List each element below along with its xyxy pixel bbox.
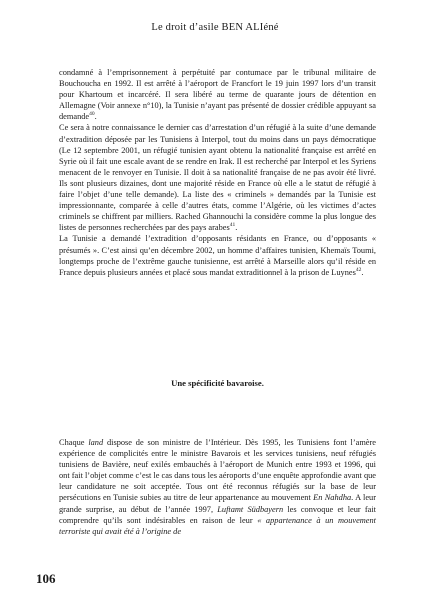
paragraph-1-text: condamné à l’emprisonnement à perpétuité par contumace par le tribunal militaire de Bouchoucha en 1992. Il est arrêté à l’aéroport de Francfort le 19 juin 1997 lors d’un transit pour Khartoum et incarcéré. Il sera libéré au terme de quarante jours de détention en Allemagne (Voir annexe n°10), la Tunisie n’ayant pas présenté de dossier crédible appuyant sa demande: [59, 68, 376, 122]
paragraph-3: La Tunisie a demandé l’extradition d’opposants résidants en France, ou d’opposants « présumés ». C’est ainsi qu’en décembre 2002, un homme d’affaires tunisien, Khemaïs Toumi, longtemps proche de l’extrême gauche tunisienne, est arrêté à Marseille alors qu’il réside en France depuis plusieurs années et placé sous mandat extraditionnel à la prison de Luynes$^{42}$.: [59, 234, 376, 277]
paragraph-1: condamné à l’emprisonnement à perpétuité par contumace par le tribunal militaire de Bouchoucha en 1992. Il est arrêté à l’aéroport de Francfort le 19 juin 1997 lors d’un transit pour Khartoum et incarcéré. Il sera libéré au terme de quarante jours de détention en Allemagne (Voir annexe n°10), la Tunisie n’ayant pas présenté de dossier crédible appuyant sa demande$^{40}$.: [59, 68, 376, 122]
footnote-ref-42[interactable]: 42: [355, 266, 362, 273]
paragraph-2-text: Ce sera à notre connaissance le dernier cas d’arrestation d’un réfugié à la suite d’une demande d’extradition déposée par les Tunisiens à Interpol, tout du moins dans un pays démocratique (Le 12 septembre 2001, un réfugié tunisien ayant obtenu la nationalité française est arrêté en Syrie où il fait une escale avant de se rendre en Irak. Il est recherché par Interpol et les Syriens menacent de le renvoyer en Tunisie. Il doit à sa nationalité française de ne pas avoir été livré. Ils sont plusieurs dizaines, dont une majorité réside en France où elle a le statut de réfugié à faire l’objet d’une telle demande). La liste des « criminels » demandés par la Tunisie est impressionnante, comparée à celle d’autres états, comme l’Algérie, où les victimes d’actes criminels se chiffrent par milliers. Rached Ghannouchi la considère comme la plus longue des listes de personnes recherchées par des pays arabes: [59, 123, 376, 233]
paragraph-4-text-d: les convoque et leur fait comprendre qu’ils sont indésirables en raison de leur: [59, 504, 376, 525]
body-text-block-2: [59, 437, 376, 537]
body-text-block-1: [59, 67, 376, 278]
paragraph-4-text-a: Chaque: [59, 438, 89, 447]
paragraph-4-office-italic: Luftamt Südbayern: [217, 504, 284, 514]
paragraph-4-text-c: . A leur grande surprise, au début de l’année 1997,: [59, 493, 377, 514]
footnote-ref-40[interactable]: 40: [89, 111, 95, 118]
paragraph-4: [59, 437, 376, 537]
page-number: 106: [36, 571, 56, 586]
paragraph-4-quote-italic: « appartenance à un mouvement terroriste qui avait été à l’origine de: [59, 515, 376, 536]
paragraph-3-text: La Tunisie a demandé l’extradition d’opposants résidants en France, ou d’opposants « présumés ». C’est ainsi qu’en décembre 2002, un homme d’affaires tunisien, Khemaïs Toumi, longtemps proche de l’extrême gauche tunisienne, est arrêté à Marseille alors qu’il réside en France depuis plusieurs années et placé sous mandat extraditionnel à la prison de Luynes: [59, 234, 376, 277]
footnote-ref-41[interactable]: 41: [229, 222, 236, 229]
paragraph-4-party-italic: En Nahdha: [313, 493, 352, 503]
paragraph-2: Ce sera à notre connaissance le dernier cas d’arrestation d’un réfugié à la suite d’une demande d’extradition déposée par les Tunisiens à Interpol, tout du moins dans un pays démocratique (Le 12 septembre 2001, un réfugié tunisien ayant obtenu la nationalité française est arrêté en Syrie où il fait une escale avant de se rendre en Irak. Il est recherché par Interpol et les Syriens menacent de le renvoyer en Tunisie. Il doit à sa nationalité française de ne pas avoir été livré. Ils sont plusieurs dizaines, dont une majorité réside en France où elle a le statut de réfugié à faire l’objet d’une telle demande). La liste des « criminels » demandés par la Tunisie est impressionnante, comparée à celle d’autres états, comme l’Algérie, où les victimes d’actes criminels se chiffrent par milliers. Rached Ghannouchi la considère comme la plus longue des listes de personnes recherchées par des pays arabes$^{41}$.: [59, 123, 376, 233]
section-heading: Une spécificité bavaroise.: [171, 378, 264, 388]
running-header: Le droit d’asile BEN ALIéné: [151, 22, 279, 33]
paragraph-4-land-italic: land: [88, 438, 104, 447]
paragraph-4-text-b: dispose de son ministre de l’Intérieur. Dès 1995, les Tunisiens font l’amère expérience de complicités entre le ministre Bavarois et les services tunisiens, neuf réfugiés tunisiens de Bavière, neuf exilés embauchés à l’aéroport de Munich entre 1993 et 1996, qui ont fait l’objet comme c’est le cas dans tous les aéroports d’une enquête approfondie avant que leur candidature ne soit acceptée. Tous ont été reconnus réfugiés sur la base de leur persécutions en Tunisie subies au titre de leur appartenance au mouvement: [59, 438, 376, 503]
